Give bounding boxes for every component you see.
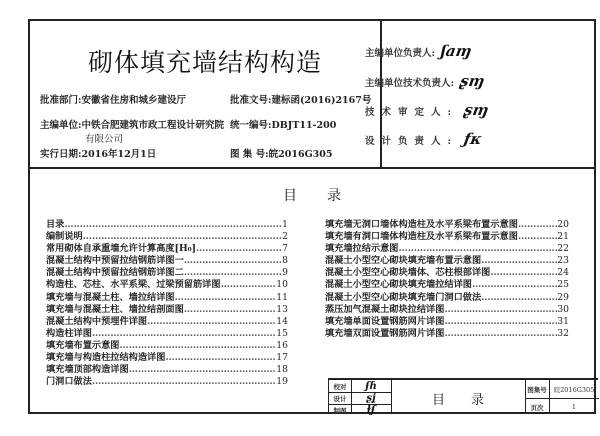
signature: ʃaɱ	[439, 42, 474, 60]
toc-item[interactable]: 混凝土小型空心砌块填充墙门洞口做法 …………………………………………………………………………………… 29	[325, 292, 569, 304]
responsible-label: 主编单位负责人:	[365, 48, 436, 59]
responsible-row	[365, 42, 472, 60]
toc-item[interactable]: 填充墙拉结示意图 …………………………………………………………………………………… 22	[325, 243, 569, 255]
tb-rule	[329, 392, 391, 393]
approval-dept	[40, 92, 186, 106]
approval-dept-value: 安徽省住房和城乡建设厅	[81, 95, 187, 106]
toc-item[interactable]: 填充墙与混凝土柱、墙拉结剖面图 …………………………………………………………………………………… 13	[46, 304, 288, 316]
unified-no	[230, 117, 336, 131]
approval-doc	[230, 92, 371, 106]
toc-item[interactable]: 填充墙与构造柱拉结构造详图 …………………………………………………………………………………… 17	[46, 352, 288, 364]
tb-rule	[329, 404, 391, 405]
toc-item[interactable]: 门洞口做法 …………………………………………………………………………………… 19	[46, 376, 288, 388]
tb-label-draft: 制图	[333, 406, 347, 415]
toc-item[interactable]: 编制说明 …………………………………………………………………………………… 2	[46, 231, 288, 243]
editor-unit-line2: 有限公司	[85, 134, 124, 145]
signature: ʂʝ	[366, 392, 376, 404]
responsible-row	[365, 130, 481, 148]
toc-item[interactable]: 填充墙无洞口墙体构造柱及水平系梁布置示意图 …………………………………………………………………………………… 20	[325, 219, 569, 231]
atlas-no-label: 图 集 号:	[230, 149, 269, 160]
effective-date-label: 实行日期:	[40, 149, 82, 160]
effective-date	[40, 146, 156, 160]
approval-dept-label: 批准部门:	[40, 95, 82, 106]
toc-item[interactable]: 常用砌体自承重墙允许计算高度[H₀] …………………………………………………………………………………… 7	[46, 243, 288, 255]
approval-doc-label: 批准文号:	[230, 95, 272, 106]
editor-unit	[40, 117, 224, 131]
tb-atlas-no-value: 皖2016G305	[553, 385, 595, 394]
editor-unit-label: 主编单位:	[40, 120, 82, 131]
toc-item[interactable]: 混凝土小型空心砌块填充墙拉结详图 …………………………………………………………………………………… 25	[325, 279, 569, 291]
toc-item[interactable]: 混凝土小型空心砌块墙体、芯柱根部详图 …………………………………………………………………………………… 24	[325, 267, 569, 279]
document-title: 砌体填充墙结构构造	[87, 48, 322, 77]
toc-item[interactable]: 混凝土结构中预留拉结钢筋详图一 …………………………………………………………………………………… 8	[46, 255, 288, 267]
approval-doc-value: 建标函(2016)2167号	[271, 95, 372, 106]
signature: ɫʄ	[366, 404, 376, 416]
toc-item[interactable]: 填充墙单面设置钢筋网片详图 …………………………………………………………………………………… 31	[325, 316, 569, 328]
toc-right-column	[325, 219, 569, 340]
toc-left-column	[46, 219, 288, 388]
toc-item[interactable]: 填充墙顶部构造详图 …………………………………………………………………………………… 18	[46, 364, 288, 376]
responsible-label: 主编单位技术负责人:	[365, 78, 455, 89]
tb-rule	[525, 398, 599, 399]
tb-label-design: 设计	[333, 394, 347, 403]
toc-item[interactable]: 构造柱、芯柱、水平系梁、过梁预留筋详图 …………………………………………………………………………………… 10	[46, 279, 288, 291]
responsible-label: 设计负责人:	[365, 136, 459, 147]
toc-item[interactable]: 目录 …………………………………………………………………………………… 1	[46, 219, 288, 231]
toc-item[interactable]: 填充墙有洞口墙体构造柱及水平系梁布置示意图 …………………………………………………………………………………… 21	[325, 231, 569, 243]
effective-date-value: 2016年12月1日	[81, 149, 157, 160]
atlas-no	[230, 146, 333, 160]
tb-page-value: 1	[571, 403, 577, 411]
responsible-row	[365, 72, 484, 90]
toc-item[interactable]: 构造柱详图 …………………………………………………………………………………… 15	[46, 328, 288, 340]
signature: ʂɱ	[462, 101, 490, 119]
tb-rule	[351, 380, 352, 414]
signature: ƒᴋ	[462, 130, 483, 148]
signature: ʄɦ	[365, 380, 377, 392]
toc-frame	[28, 169, 596, 414]
editor-unit-value: 中铁合肥建筑市政工程设计研究院	[81, 120, 225, 131]
toc-item[interactable]: 混凝土结构中预埋件详图 …………………………………………………………………………………… 14	[46, 316, 288, 328]
toc-item[interactable]: 混凝土小型空心砌块填充墙布置示意图 …………………………………………………………………………………… 23	[325, 255, 569, 267]
tb-atlas-no-label: 图集号	[527, 385, 547, 394]
toc-item[interactable]: 填充墙布置示意图 …………………………………………………………………………………… 16	[46, 340, 288, 352]
tb-label-check: 校对	[333, 382, 347, 391]
responsible-row	[365, 101, 488, 119]
unified-no-label: 统一编号:	[230, 120, 272, 131]
toc-item[interactable]: 混凝土结构中预留拉结钢筋详图二 …………………………………………………………………………………… 9	[46, 267, 288, 279]
sheet-title: 目录	[431, 392, 510, 408]
signature: ʂɱ	[458, 72, 486, 90]
toc-heading: 目录	[283, 188, 371, 204]
toc-item[interactable]: 蒸压加气混凝土砌块拉结详图 …………………………………………………………………………………… 30	[325, 304, 569, 316]
toc-item[interactable]: 填充墙双面设置钢筋网片详图 …………………………………………………………………………………… 32	[325, 328, 569, 340]
cover-header	[28, 19, 596, 169]
atlas-no-value: 皖2016G305	[268, 149, 333, 160]
toc-item[interactable]: 填充墙与混凝土柱、墙拉结详图 …………………………………………………………………………………… 11	[46, 292, 288, 304]
tb-page-label: 页次	[530, 403, 544, 412]
unified-no-value: DBJT11-200	[271, 120, 337, 131]
title-block	[328, 378, 598, 414]
responsible-label: 技术审定人:	[365, 107, 459, 118]
